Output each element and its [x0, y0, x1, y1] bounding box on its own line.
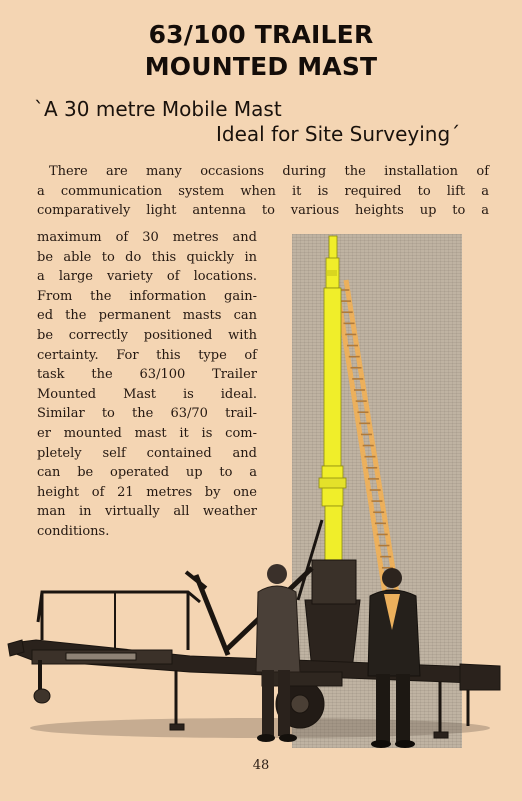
body-line: comparatively light antenna to various heights up to a: [37, 203, 489, 219]
subtitle-line-1: `A 30 metre Mobile Mast: [34, 97, 282, 121]
title-line-1: 63/100 TRAILER: [148, 20, 374, 49]
body-line: task the 63/100 Trailer: [37, 367, 257, 383]
body-line: be able to do this quickly in: [37, 249, 257, 265]
ladder: [336, 280, 398, 600]
body-line: Mounted Mast is ideal.: [37, 386, 257, 402]
body-line: man in virtually all weather: [37, 504, 257, 520]
body-line last: conditions.: [37, 523, 110, 539]
subtitle-line-2: Ideal for Site Surveying´: [216, 122, 461, 146]
body-line: a communication system when it is required to lift a: [37, 183, 489, 199]
body-line: ed the permanent masts can: [37, 308, 257, 324]
body-line: pletely self contained and: [37, 445, 257, 461]
body-line: height of 21 metres by one: [37, 484, 257, 500]
body-line: a large variety of locations.: [37, 269, 257, 285]
body-line: maximum of 30 metres and: [37, 230, 257, 245]
body-line: be correctly positioned with: [37, 327, 257, 343]
title-line-2: MOUNTED MAST: [144, 52, 378, 81]
body-line: There are many occasions during the installation of: [49, 164, 489, 179]
body-line: From the information gain-: [37, 288, 257, 304]
page-number: 48: [252, 758, 270, 773]
body-line: certainty. For this type of: [37, 347, 257, 363]
body-line: er mounted mast it is com-: [37, 425, 257, 441]
body-line: can be operated up to a: [37, 465, 257, 481]
trailer-chassis: [8, 568, 500, 738]
body-line: Similar to the 63/70 trail-: [37, 406, 257, 422]
ground-shadow: [30, 718, 490, 738]
